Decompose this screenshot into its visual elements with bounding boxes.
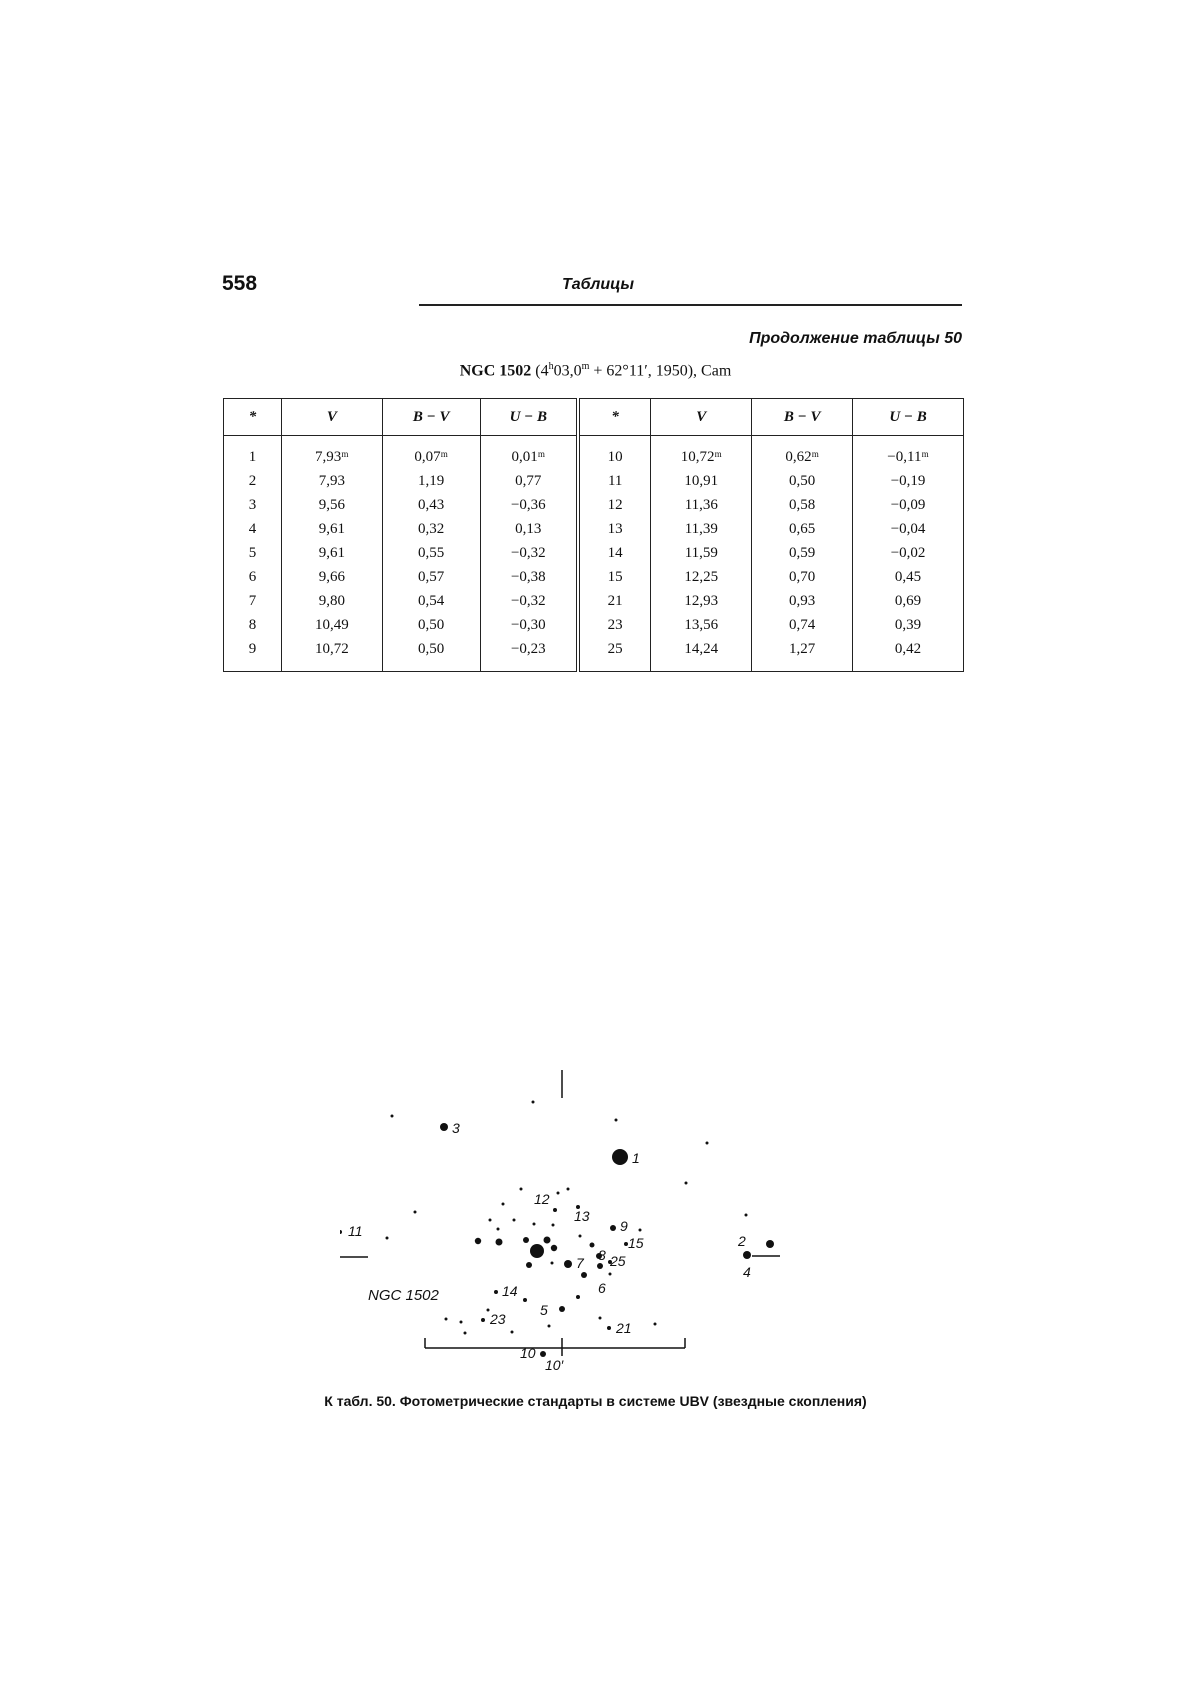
cluster-coords-m: m [581,361,590,372]
table-row [224,517,964,541]
table-cell: 0,55 [382,541,480,565]
star-marker [544,1237,551,1244]
cluster-caption [0,361,1191,380]
star-marker [564,1260,572,1268]
table-cell: 9 [224,637,282,672]
star-label: 14 [502,1283,518,1299]
star-marker [685,1182,688,1185]
table-cell: 1,27 [752,637,853,672]
star-label: 8 [598,1247,606,1263]
table-cell: 9,61 [281,517,382,541]
table-cell: 1,19 [382,469,480,493]
table-cell: 10,91 [651,469,752,493]
star-marker [511,1331,514,1334]
star-marker [579,1235,582,1238]
table-cell: 14 [578,541,651,565]
table-cell: 9,80 [281,589,382,613]
star-marker [552,1224,555,1227]
table-cell: 7 [224,589,282,613]
table-cell: 0,39 [853,613,964,637]
star-marker [581,1272,587,1278]
table-header-cell: V [651,399,752,436]
star-label: 11 [348,1223,363,1239]
table-cell: 0,62ᵐ [752,436,853,470]
table-cell: 7,93 [281,469,382,493]
table-cell: −0,19 [853,469,964,493]
star-marker [502,1203,505,1206]
star-marker [551,1245,557,1251]
star-marker [551,1262,554,1265]
star-chart [340,1070,860,1390]
table-row [224,637,964,672]
star-marker [612,1149,628,1165]
star-label: 6 [598,1280,606,1296]
star-marker [481,1318,485,1322]
cluster-name: NGC 1502 [459,362,532,380]
table-header-cell: * [224,399,282,436]
page-header [222,272,962,306]
star-marker [576,1295,580,1299]
cluster-coords-prefix: (4 [535,362,549,380]
table-cell: 10,72 [281,637,382,672]
star-marker [743,1251,751,1259]
table-header-cell: V [281,399,382,436]
table-cell: 0,70 [752,565,853,589]
star-marker [559,1306,565,1312]
star-marker [548,1325,551,1328]
table-cell: 3 [224,493,282,517]
cluster-coords-h: h [548,361,554,372]
star-marker [530,1244,544,1258]
star-marker [487,1309,490,1312]
page-number: 558 [222,272,258,295]
table-cell: 13 [578,517,651,541]
table-cell: 0,50 [382,613,480,637]
table-cell: 14,24 [651,637,752,672]
star-label: 10 [520,1345,536,1361]
table-cell: 0,50 [752,469,853,493]
table-cell: 0,43 [382,493,480,517]
table-cell: 0,65 [752,517,853,541]
cluster-label: NGC 1502 [368,1287,439,1304]
star-marker [340,1230,342,1234]
table-cell: 0,45 [853,565,964,589]
table-cell: 9,61 [281,541,382,565]
table-header-cell: U − B [480,399,578,436]
table-header-cell: B − V [752,399,853,436]
table-cell: 0,59 [752,541,853,565]
table-cell: 12,93 [651,589,752,613]
cluster-coords-suffix: + 62°11′, 1950), Cam [589,362,732,380]
star-label: 2 [738,1233,746,1249]
table-row [224,541,964,565]
table-cell: 0,58 [752,493,853,517]
table-cell: 0,69 [853,589,964,613]
star-marker [464,1332,467,1335]
table-cell: 0,32 [382,517,480,541]
table-cell: −0,11ᵐ [853,436,964,470]
table-cell: 15 [578,565,651,589]
table-row [224,613,964,637]
table-row [224,565,964,589]
table-cell: −0,02 [853,541,964,565]
star-marker [523,1298,527,1302]
table-body [224,436,964,672]
star-chart-svg [340,1070,860,1390]
star-marker [706,1142,709,1145]
table-cell: 0,07ᵐ [382,436,480,470]
table-cell: 1 [224,436,282,470]
table-cell: 0,01ᵐ [480,436,578,470]
star-marker [475,1238,481,1244]
table-cell: 0,13 [480,517,578,541]
star-marker [386,1237,389,1240]
star-marker [553,1208,557,1212]
table-cell: −0,23 [480,637,578,672]
photometric-table [223,398,964,672]
star-marker [654,1323,657,1326]
star-marker [520,1188,523,1191]
table-cell: 11,59 [651,541,752,565]
table-cell: 10,72ᵐ [651,436,752,470]
star-marker [496,1239,503,1246]
table-cell: 0,42 [853,637,964,672]
table-cell: 12,25 [651,565,752,589]
table-cell: 7,93ᵐ [281,436,382,470]
table-cell: −0,32 [480,589,578,613]
table-cell: −0,38 [480,565,578,589]
table-cell: 6 [224,565,282,589]
table-row [224,436,964,470]
table-cell: −0,04 [853,517,964,541]
star-marker [615,1119,618,1122]
star-marker [557,1192,560,1195]
table-row [224,589,964,613]
star-marker [526,1262,532,1268]
star-marker [745,1214,748,1217]
star-marker [391,1115,394,1118]
table-cell: 0,50 [382,637,480,672]
star-marker [445,1318,448,1321]
star-marker [533,1223,536,1226]
star-marker [440,1123,448,1131]
table-cell: 0,57 [382,565,480,589]
star-marker [597,1263,603,1269]
star-marker [609,1273,612,1276]
table-cell: 23 [578,613,651,637]
table-cell: −0,32 [480,541,578,565]
star-marker [489,1219,492,1222]
table-cell: −0,09 [853,493,964,517]
table-cell: 0,74 [752,613,853,637]
table-cell: 0,93 [752,589,853,613]
star-marker [494,1290,498,1294]
table-header-cell: U − B [853,399,964,436]
cluster-coords-mid: 03,0 [553,362,582,380]
table-cell: 0,54 [382,589,480,613]
star-marker [610,1225,616,1231]
star-label: 13 [574,1208,590,1224]
star-label: 23 [490,1311,506,1327]
table-cell: 13,56 [651,613,752,637]
star-marker [607,1326,611,1330]
star-label: 15 [628,1235,644,1251]
table-cell: 4 [224,517,282,541]
table-header-cell: * [578,399,651,436]
table-row [224,493,964,517]
star-label: 21 [616,1320,632,1336]
star-label: 1 [632,1150,640,1166]
table-header-cell: B − V [382,399,480,436]
table-cell: 9,66 [281,565,382,589]
scale-label: 10′ [545,1357,564,1373]
table-cell: 9,56 [281,493,382,517]
table-cell: 10 [578,436,651,470]
table-header-row [224,399,964,436]
table-cell: 11 [578,469,651,493]
star-marker [766,1240,774,1248]
star-marker [497,1228,500,1231]
star-marker [523,1237,529,1243]
table-cell: 8 [224,613,282,637]
star-marker [639,1229,642,1232]
star-marker [460,1321,463,1324]
table-cell: 2 [224,469,282,493]
table-cell: 12 [578,493,651,517]
table-cell: −0,36 [480,493,578,517]
table-cell: 21 [578,589,651,613]
star-label: 5 [540,1302,548,1318]
figure-caption: К табл. 50. Фотометрические стандарты в системе UBV (звездные скопления) [324,1393,867,1409]
star-label: 3 [452,1120,460,1136]
table-cell: 11,36 [651,493,752,517]
star-marker [513,1219,516,1222]
star-label: 25 [610,1253,626,1269]
running-title: Таблицы [562,276,635,293]
table-cell: −0,30 [480,613,578,637]
table-cell: 0,77 [480,469,578,493]
table-cell: 5 [224,541,282,565]
star-marker [414,1211,417,1214]
star-label: 9 [620,1218,628,1234]
star-marker [532,1101,535,1104]
star-marker [567,1188,570,1191]
star-label: 4 [743,1264,751,1280]
continuation-label: Продолжение таблицы 50 [749,330,962,347]
table-cell: 11,39 [651,517,752,541]
table-row [224,469,964,493]
star-marker [590,1243,595,1248]
star-label: 7 [576,1255,584,1271]
star-marker [599,1317,602,1320]
header-rule [419,304,962,306]
table-cell: 25 [578,637,651,672]
star-label: 12 [534,1191,550,1207]
table-cell: 10,49 [281,613,382,637]
